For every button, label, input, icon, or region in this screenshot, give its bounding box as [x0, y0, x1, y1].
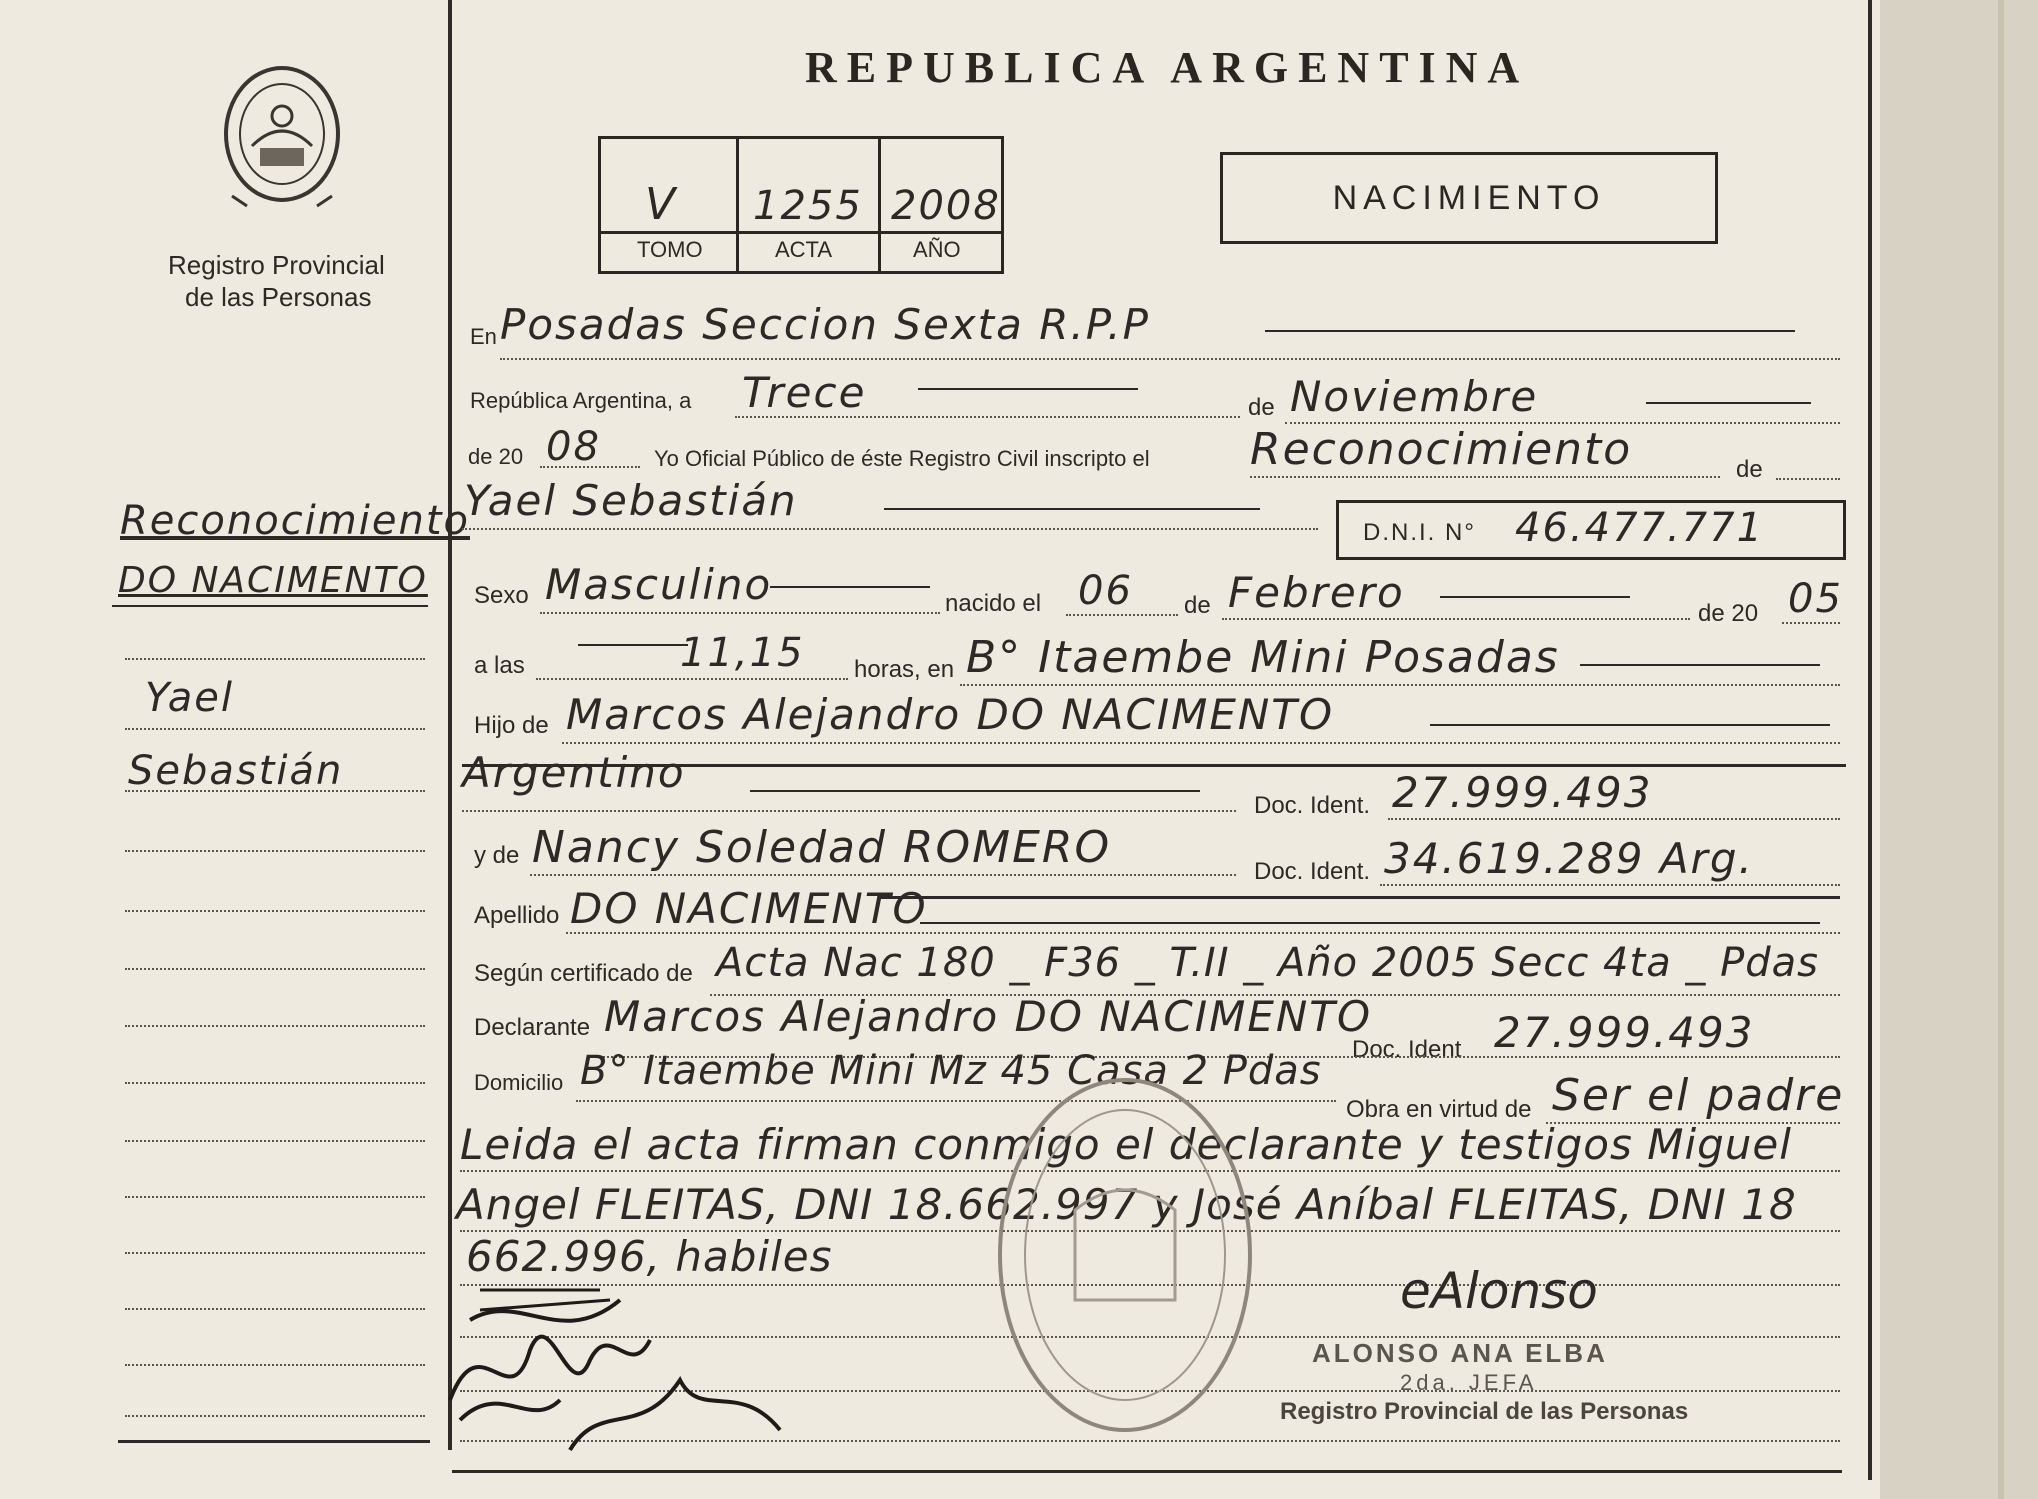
en-label: En: [470, 324, 497, 349]
margin-rule: [125, 1415, 425, 1417]
fill-stroke: [750, 790, 1200, 792]
fill-stroke: [1646, 402, 1811, 404]
doc-ident-label-1: Doc. Ident.: [1254, 792, 1371, 819]
fill-stroke: [1265, 330, 1795, 332]
field-line: [1066, 614, 1178, 616]
de20-label: de 20: [468, 444, 524, 469]
margin-rule: [125, 1025, 425, 1027]
document-title: REPUBLICA ARGENTINA: [805, 43, 1530, 92]
declarante-value: Marcos Alejandro DO NACIMENTO: [604, 992, 1373, 1041]
field-line: [462, 528, 1318, 530]
official-office: Registro Provincial de las Personas: [1280, 1398, 1689, 1425]
margin-rule: [125, 728, 425, 730]
domicilio-label: Domicilio: [474, 1070, 564, 1095]
field-line: [735, 416, 1240, 418]
fill-stroke: [884, 508, 1260, 510]
record-number-box: [598, 136, 1004, 274]
margin-rule: [125, 1252, 425, 1254]
domicilio-value: B° Itaembe Mini Mz 45 Casa 2 Pdas: [580, 1048, 1322, 1094]
margin-rule: [125, 1196, 425, 1198]
field-line: [566, 932, 1840, 934]
de-label-2: de: [1736, 456, 1763, 483]
padre-value: Marcos Alejandro DO NACIMENTO: [566, 690, 1335, 739]
field-line: [1250, 476, 1720, 478]
en-value: Posadas Seccion Sexta R.P.P: [500, 300, 1150, 349]
field-line: [1222, 618, 1690, 620]
nacido-anio: 05: [1788, 576, 1843, 622]
madre-doc: 34.619.289 Arg.: [1384, 834, 1754, 883]
signature-scribble-icon: [440, 1260, 820, 1460]
fill-stroke: [770, 586, 930, 588]
record-box-separator: [601, 231, 1001, 234]
doc-ident-label-2: Doc. Ident.: [1254, 858, 1371, 885]
field-line: [540, 612, 940, 614]
binder-strip: [1998, 0, 2004, 1499]
tomo-label: TOMO: [637, 237, 703, 262]
margin-rule: [125, 850, 425, 852]
sexo-label: Sexo: [474, 582, 529, 609]
margin-note-name2: Sebastián: [128, 748, 344, 794]
fill-stroke: [1580, 664, 1820, 666]
row-separator: [462, 764, 1846, 767]
page-right-border: [1868, 0, 1872, 1480]
declarante-doc: 27.999.493: [1494, 1008, 1755, 1057]
acta-texto-linea2: Angel FLEITAS, DNI 18.662.997 y José Aníbal FLEITAS, DNI 18: [456, 1180, 1797, 1229]
margin-rule: [125, 1082, 425, 1084]
field-line: [500, 358, 1840, 360]
yde-label: y de: [474, 842, 520, 869]
margin-rule: [125, 910, 425, 912]
dni-label: D.N.I. N°: [1363, 519, 1476, 546]
margin-rule: [125, 1140, 425, 1142]
binder-edge: [1880, 0, 2038, 1499]
official-signature: eAlonso: [1400, 1262, 1598, 1320]
declarante-label: Declarante: [474, 1014, 591, 1041]
margin-rule: [125, 968, 425, 970]
margin-rule-bottom: [118, 1440, 430, 1443]
de-label-3: de: [1184, 592, 1211, 619]
de-label-1: de: [1248, 394, 1275, 421]
anio-label: AÑO: [913, 237, 961, 262]
inscripcion-value: Reconocimiento: [1250, 424, 1633, 475]
margin-note-surname: DO NACIMENTO: [118, 560, 428, 601]
nacido-mes: Febrero: [1228, 568, 1405, 617]
record-type-box: NACIMIENTO: [1220, 152, 1718, 244]
margin-note-name1: Yael: [145, 675, 234, 721]
field-line: [530, 874, 1236, 876]
official-role: 2da. JEFA: [1400, 1370, 1538, 1395]
segun-label: Según certificado de: [474, 960, 693, 987]
anio-value: 08: [546, 424, 601, 470]
column-divider: [448, 0, 452, 1450]
margin-note-reconocimiento: Reconocimiento: [120, 498, 470, 544]
horas-label: horas, en: [854, 656, 955, 683]
apellido-value: DO NACIMENTO: [570, 884, 928, 933]
hora-value: 11,15: [680, 630, 805, 676]
oficial-label: Yo Oficial Público de éste Registro Civil inscripto el: [654, 446, 1150, 471]
registry-name-line1: Registro Provincial: [168, 250, 385, 280]
field-line: [536, 678, 848, 680]
dni-value: 46.477.771: [1515, 505, 1765, 551]
obra-value: Ser el padre: [1552, 1070, 1845, 1121]
acta-texto-linea1: Leida el acta firman conmigo el declarante y testigos Miguel: [460, 1120, 1792, 1169]
field-line: [462, 810, 1236, 812]
registry-name-line2: de las Personas: [185, 282, 372, 312]
acta-value: 1255: [753, 183, 863, 229]
field-line: [1388, 818, 1840, 820]
official-stamp-icon: [990, 1070, 1260, 1440]
padre-doc: 27.999.493: [1392, 768, 1653, 817]
dni-box: [1336, 500, 1846, 560]
anio-value: 2008: [891, 183, 1001, 229]
field-line: [1782, 622, 1840, 624]
acta-label: ACTA: [775, 237, 833, 262]
tomo-value: V: [645, 179, 678, 230]
alas-label: a las: [474, 652, 525, 679]
doc-ident-label-3: Doc. Ident: [1352, 1036, 1462, 1063]
field-line: [1380, 884, 1840, 886]
field-line: [960, 684, 1840, 686]
margin-rule: [125, 1364, 425, 1366]
fill-stroke: [918, 388, 1138, 390]
fill-stroke: [578, 644, 688, 646]
margin-rule: [125, 658, 425, 660]
row-separator: [880, 896, 1840, 899]
official-name: ALONSO ANA ELBA: [1312, 1338, 1608, 1368]
field-line: [562, 742, 1840, 744]
fill-stroke: [1440, 596, 1630, 598]
padre-nacionalidad: Argentino: [462, 748, 686, 797]
provincial-seal-icon: [212, 56, 352, 216]
de20-label-2: de 20: [1698, 600, 1759, 627]
apellido-label: Apellido: [474, 902, 560, 929]
segun-value: Acta Nac 180 _ F36 _ T.II _ Año 2005 Secc 4ta _ Pdas: [716, 940, 1819, 986]
nacido-dia: 06: [1078, 568, 1133, 614]
madre-value: Nancy Soledad ROMERO: [532, 822, 1112, 873]
nacido-label: nacido el: [945, 590, 1042, 617]
field-line: [1776, 478, 1840, 480]
dia-value: Trece: [742, 368, 867, 417]
margin-rule: [125, 790, 425, 792]
republica-label: República Argentina, a: [470, 388, 692, 413]
obra-label: Obra en virtud de: [1346, 1096, 1532, 1123]
row-separator: [452, 1470, 1842, 1473]
lugar-value: B° Itaembe Mini Posadas: [966, 632, 1560, 683]
sexo-value: Masculino: [545, 560, 773, 609]
mes-value: Noviembre: [1290, 372, 1539, 421]
acta-texto-linea3: 662.996, habiles: [466, 1232, 833, 1281]
hijo-label: Hijo de: [474, 712, 549, 739]
fill-stroke: [920, 922, 1820, 924]
margin-rule: [125, 1308, 425, 1310]
field-line: [540, 466, 640, 468]
margin-rule: [112, 605, 428, 607]
nombre-value: Yael Sebastián: [464, 476, 798, 525]
fill-stroke: [1430, 724, 1830, 726]
